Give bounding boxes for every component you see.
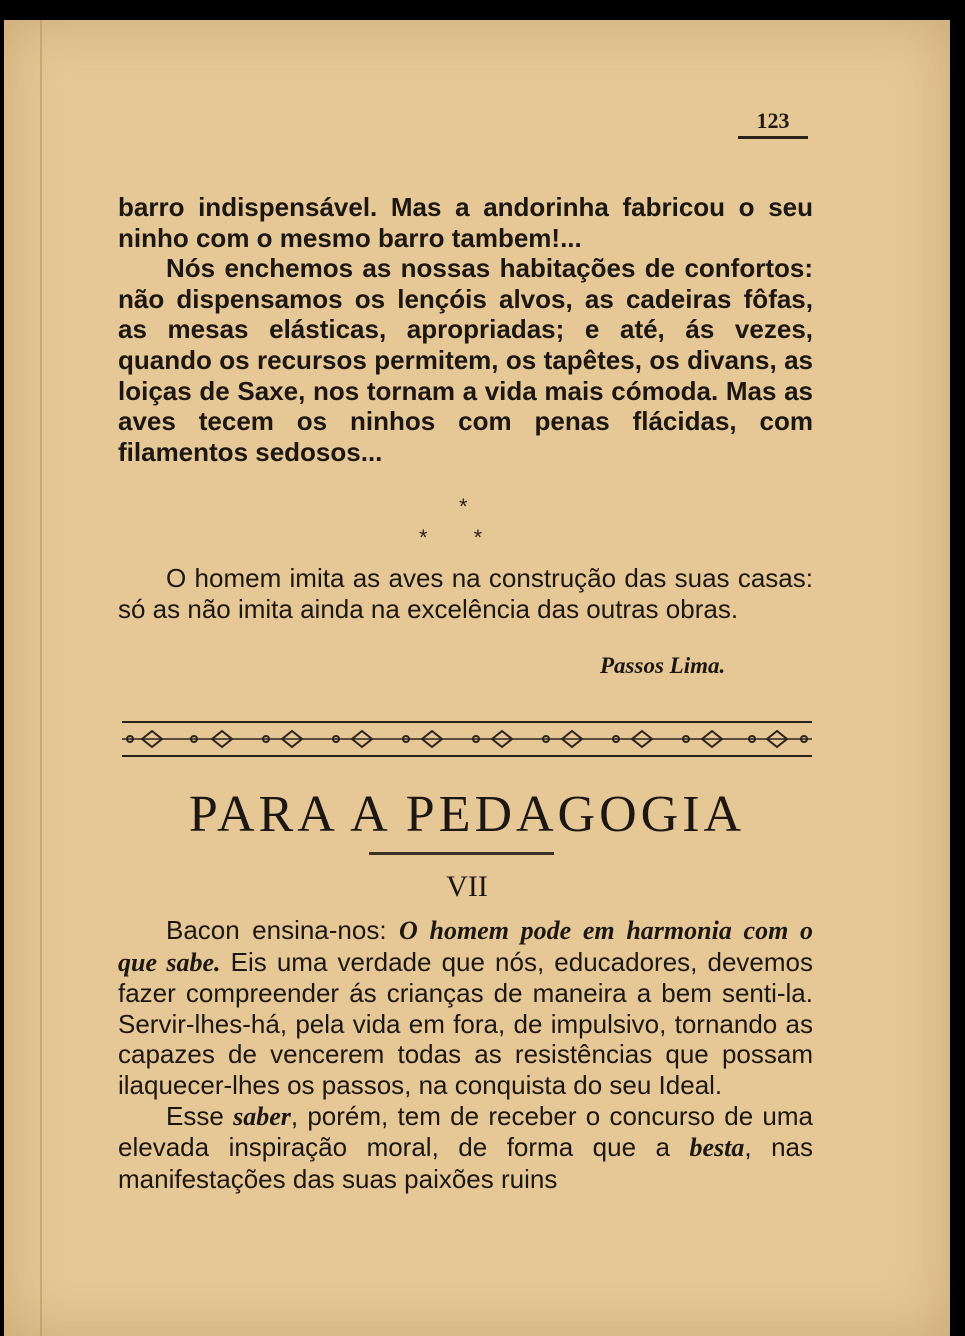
paragraph <box>118 1101 813 1195</box>
asterism-top: * <box>459 494 468 519</box>
text-run: Eis uma verdade que nós, educadores, devemos fazer compreender ás crianças de maneira a bem senti-la. Servir-lhes-há, pela vida em fora, de impulsivo, tornando as capazes de vencerem todas as resistências que possam ilaquecer-lhes os passos, na conquista do seu Ideal. <box>118 946 813 1100</box>
book-page <box>4 20 950 1336</box>
text-run: , nas manifestações das suas paixões ruins <box>118 1132 813 1194</box>
page-gutter <box>40 20 42 1336</box>
chapter-number: VII <box>446 870 488 903</box>
paragraph: barro indispensável. Mas a andorinha fabricou o seu ninho com o mesmo barro tambem!... <box>118 192 813 253</box>
asterism-bottom: * * <box>419 525 483 550</box>
paragraph <box>118 915 813 1101</box>
quote: O homem pode em harmonia com o que sabe. <box>118 916 813 977</box>
section-one-closing <box>118 563 813 624</box>
text-run: Esse <box>166 1100 234 1131</box>
ornamental-divider <box>122 718 812 760</box>
author-signature: Passos Lima. <box>600 653 726 678</box>
page-number: 123 <box>738 108 808 139</box>
title-rule <box>369 852 554 855</box>
emphasis: saber <box>233 1101 291 1131</box>
section-two-body <box>118 915 813 1194</box>
paragraph: Nós enchemos as nossas habitações de confortos: não dispensamos os lençóis alvos, as cadeiras fôfas, as mesas elásticas, apropriadas; e até, ás vezes, quando os recursos permitem, os tapêtes, os divans, as loiças de Saxe, nos tornam a vida mais cómoda. Mas as aves tecem os ninhos com penas flácidas, com filamentos sedosos... <box>118 253 813 467</box>
paragraph: O homem imita as aves na construção das suas casas: só as não imita ainda na excelência das outras obras. <box>118 563 813 624</box>
text-run: , porém, tem de receber o concurso de uma elevada inspiração moral, de forma que a <box>118 1100 813 1163</box>
section-title: PARA A PEDAGOGIA <box>188 786 746 843</box>
section-one-body <box>118 192 813 467</box>
text-run: Bacon ensina-nos: <box>166 915 399 945</box>
emphasis: besta <box>689 1133 745 1163</box>
